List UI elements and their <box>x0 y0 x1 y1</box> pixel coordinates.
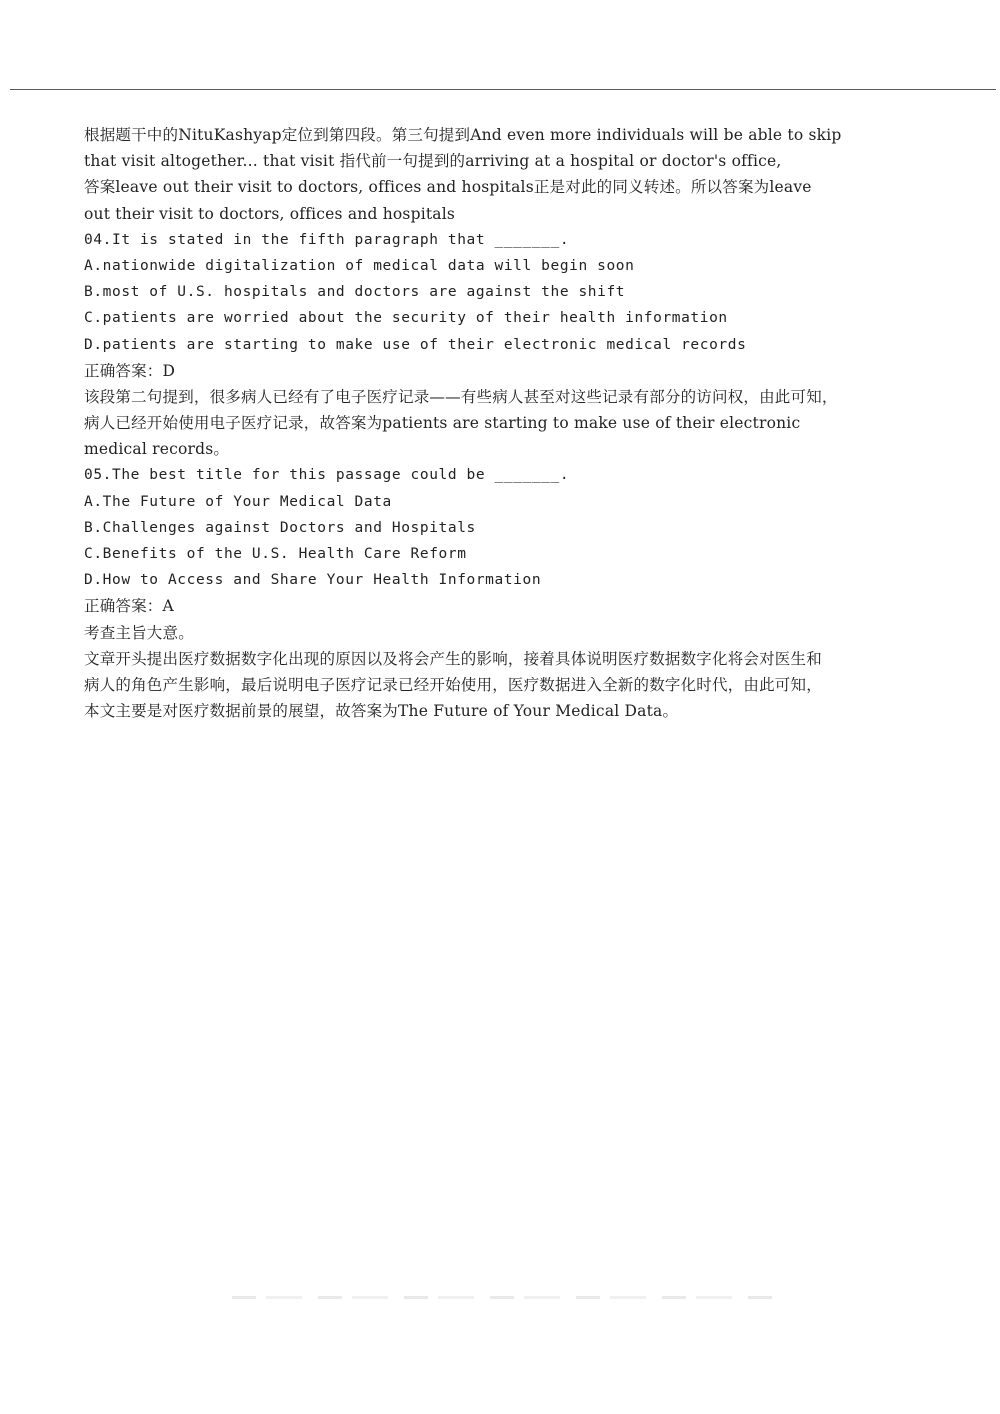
explanation-line: that visit altogether... that visit 指代前一句提到的arriving at a hospital or doctor's office, <box>84 152 782 171</box>
option-a: A.nationwide digitalization of medical data will begin soon <box>84 257 635 274</box>
header-rule <box>10 89 996 90</box>
question-stem: 04.It is stated in the fifth paragraph that _______. <box>84 231 570 248</box>
option-d: D.How to Access and Share Your Health Information <box>84 572 542 589</box>
footer-artifact <box>232 1296 772 1299</box>
explanation-line: 病人的角色产生影响，最后说明电子医疗记录已经开始使用，医疗数据进入全新的数字化时代，由此可知， <box>84 675 822 694</box>
option-c: C.patients are worried about the security of their health information <box>84 310 728 327</box>
explanation-line: 本文主要是对医疗数据前景的展望，故答案为The Future of Your Medical Data。 <box>84 702 679 721</box>
explanation-line: 根据题干中的NituKashyap定位到第四段。第三句提到And even more individuals will be able to skip <box>84 126 842 144</box>
option-b: B.Challenges against Doctors and Hospitals <box>84 519 476 536</box>
question-4 <box>84 227 910 463</box>
question-5 <box>84 462 910 724</box>
option-b: B.most of U.S. hospitals and doctors are against the shift <box>84 284 626 301</box>
explanation-line: 考查主旨大意。 <box>84 623 194 642</box>
explanation-line: 病人已经开始使用电子医疗记录，故答案为patients are starting to make use of their electronic <box>84 414 801 433</box>
option-d: D.patients are starting to make use of their electronic medical records <box>84 336 747 353</box>
option-a: A.The Future of Your Medical Data <box>84 493 392 510</box>
q3-explanation <box>84 122 910 227</box>
correct-answer: 正确答案：A <box>84 597 174 616</box>
question-stem: 05.The best title for this passage could be _______. <box>84 467 570 484</box>
option-c: C.Benefits of the U.S. Health Care Reform <box>84 546 467 562</box>
explanation-line: 文章开头提出医疗数据数字化出现的原因以及将会产生的影响，接着具体说明医疗数据数字化将会对医生和 <box>84 649 822 668</box>
document-body <box>84 122 910 724</box>
explanation-line: 答案leave out their visit to doctors, offices and hospitals正是对此的同义转述。所以答案为leave <box>84 178 812 197</box>
explanation-line: out their visit to doctors, offices and hospitals <box>84 204 456 223</box>
correct-answer: 正确答案：D <box>84 361 176 380</box>
explanation-line: medical records。 <box>84 440 230 459</box>
explanation-line: 该段第二句提到，很多病人已经有了电子医疗记录——有些病人甚至对这些记录有部分的访问权，由此可知， <box>84 387 838 406</box>
